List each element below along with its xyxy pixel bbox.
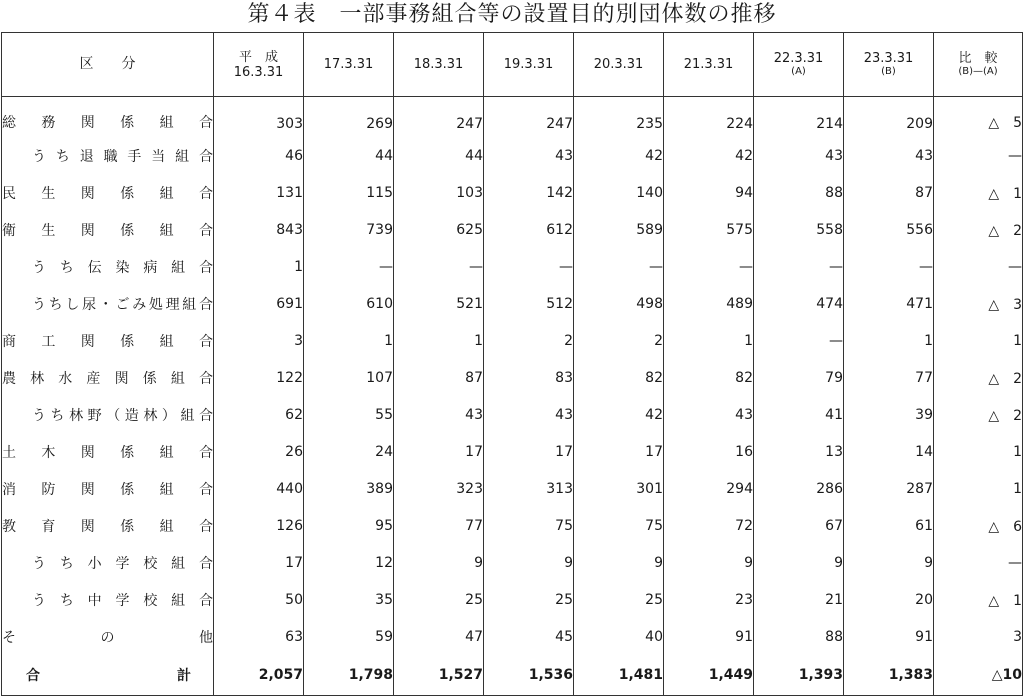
table-row <box>2 360 1023 397</box>
header-col <box>574 33 664 97</box>
value-cell: 1 <box>844 323 934 360</box>
value-cell: — <box>664 249 754 286</box>
table-row <box>2 397 1023 434</box>
value-cell: 42 <box>574 397 664 434</box>
header-col-main: 20.3.31 <box>593 57 644 72</box>
value-cell: 62 <box>214 397 304 434</box>
table-row <box>2 286 1023 323</box>
value-cell: 9 <box>844 545 934 582</box>
value-cell: 12 <box>304 545 394 582</box>
value-cell: 489 <box>664 286 754 323</box>
value-cell: 625 <box>394 212 484 249</box>
compare-cell: 3 <box>934 619 1023 656</box>
value-cell: 47 <box>394 619 484 656</box>
header-col <box>484 33 574 97</box>
table-row <box>2 249 1023 286</box>
value-cell: 1,798 <box>304 656 394 696</box>
value-cell: 739 <box>304 212 394 249</box>
value-cell: 45 <box>484 619 574 656</box>
value-cell: 25 <box>574 582 664 619</box>
compare-cell: △ 6 <box>934 508 1023 545</box>
table-row <box>2 138 1023 175</box>
value-cell: 610 <box>304 286 394 323</box>
value-cell: 107 <box>304 360 394 397</box>
table-body <box>2 97 1023 696</box>
value-cell: 13 <box>754 434 844 471</box>
header-col-main: 19.3.31 <box>503 57 554 72</box>
value-cell: 21 <box>754 582 844 619</box>
value-cell: 247 <box>484 97 574 138</box>
header-row <box>2 33 1023 97</box>
value-cell: 224 <box>664 97 754 138</box>
organization-count-table <box>1 32 1023 696</box>
table-row <box>2 471 1023 508</box>
header-col-sub: (B)—(A) <box>958 66 998 77</box>
compare-cell: 1 <box>934 434 1023 471</box>
row-label: うち中学校組合 <box>2 582 214 619</box>
value-cell: 1 <box>394 323 484 360</box>
value-cell: 612 <box>484 212 574 249</box>
value-cell: 88 <box>754 619 844 656</box>
header-col <box>304 33 394 97</box>
value-cell: 313 <box>484 471 574 508</box>
value-cell: 42 <box>574 138 664 175</box>
value-cell: 39 <box>844 397 934 434</box>
value-cell: 9 <box>484 545 574 582</box>
value-cell: 41 <box>754 397 844 434</box>
value-cell: 43 <box>394 397 484 434</box>
value-cell: 43 <box>844 138 934 175</box>
value-cell: 77 <box>844 360 934 397</box>
value-cell: 294 <box>664 471 754 508</box>
row-label: うちし尿・ごみ処理組合 <box>2 286 214 323</box>
value-cell: 83 <box>484 360 574 397</box>
compare-cell: △ 2 <box>934 397 1023 434</box>
value-cell: 24 <box>304 434 394 471</box>
value-cell: 43 <box>664 397 754 434</box>
header-col-main: 17.3.31 <box>323 57 374 72</box>
value-cell: 75 <box>574 508 664 545</box>
value-cell: 94 <box>664 175 754 212</box>
value-cell: — <box>484 249 574 286</box>
value-cell: 1,393 <box>754 656 844 696</box>
header-col-main: 22.3.31 <box>773 51 824 66</box>
value-cell: 82 <box>664 360 754 397</box>
value-cell: — <box>574 249 664 286</box>
value-cell: 214 <box>754 97 844 138</box>
header-col-main: 16.3.31 <box>233 64 284 80</box>
header-col <box>754 33 844 97</box>
table-row <box>2 323 1023 360</box>
table-row <box>2 545 1023 582</box>
value-cell: 589 <box>574 212 664 249</box>
value-cell: 43 <box>484 138 574 175</box>
value-cell: 1,527 <box>394 656 484 696</box>
value-cell: 1,449 <box>664 656 754 696</box>
value-cell: 103 <box>394 175 484 212</box>
value-cell: 2,057 <box>214 656 304 696</box>
value-cell: 1 <box>664 323 754 360</box>
compare-cell: — <box>934 249 1023 286</box>
row-label: 総務関係組合 <box>2 97 214 138</box>
row-label: 民生関係組合 <box>2 175 214 212</box>
value-cell: 91 <box>664 619 754 656</box>
value-cell: 23 <box>664 582 754 619</box>
value-cell: 46 <box>214 138 304 175</box>
header-col-top: 比 較 <box>958 51 998 66</box>
header-col-main: 18.3.31 <box>413 57 464 72</box>
table-row <box>2 582 1023 619</box>
row-label: 農林水産関係組合 <box>2 360 214 397</box>
value-cell: 44 <box>304 138 394 175</box>
value-cell: 303 <box>214 97 304 138</box>
value-cell: — <box>304 249 394 286</box>
value-cell: 16 <box>664 434 754 471</box>
value-cell: 9 <box>574 545 664 582</box>
value-cell: 25 <box>394 582 484 619</box>
value-cell: 95 <box>304 508 394 545</box>
value-cell: 512 <box>484 286 574 323</box>
value-cell: 269 <box>304 97 394 138</box>
value-cell: 42 <box>664 138 754 175</box>
table-row <box>2 97 1023 138</box>
total-row <box>2 656 1023 696</box>
value-cell: 115 <box>304 175 394 212</box>
compare-cell: △ 5 <box>934 97 1023 138</box>
value-cell: 88 <box>754 175 844 212</box>
header-col-main: 23.3.31 <box>863 51 914 66</box>
row-label: うち伝染病組合 <box>2 249 214 286</box>
value-cell: 75 <box>484 508 574 545</box>
value-cell: 389 <box>304 471 394 508</box>
compare-cell: 1 <box>934 323 1023 360</box>
header-col-compare <box>934 33 1023 97</box>
value-cell: 691 <box>214 286 304 323</box>
value-cell: 67 <box>754 508 844 545</box>
value-cell: — <box>394 249 484 286</box>
value-cell: 1,481 <box>574 656 664 696</box>
compare-cell: △ 1 <box>934 582 1023 619</box>
value-cell: — <box>844 249 934 286</box>
value-cell: 209 <box>844 97 934 138</box>
value-cell: 140 <box>574 175 664 212</box>
row-label: うち退職手当組合 <box>2 138 214 175</box>
value-cell: 43 <box>754 138 844 175</box>
row-label: うち林野（造林）組合 <box>2 397 214 434</box>
row-label: 土木関係組合 <box>2 434 214 471</box>
value-cell: 1 <box>214 249 304 286</box>
row-label: その他 <box>2 619 214 656</box>
value-cell: 2 <box>484 323 574 360</box>
header-col <box>214 33 304 97</box>
table-title: 第４表 一部事務組合等の設置目的別団体数の推移 <box>247 2 777 27</box>
value-cell: 87 <box>844 175 934 212</box>
value-cell: 556 <box>844 212 934 249</box>
value-cell: 72 <box>664 508 754 545</box>
header-col <box>844 33 934 97</box>
row-label: うち小学校組合 <box>2 545 214 582</box>
value-cell: 131 <box>214 175 304 212</box>
value-cell: 9 <box>394 545 484 582</box>
compare-cell: 1 <box>934 471 1023 508</box>
value-cell: 247 <box>394 97 484 138</box>
compare-cell: △ 2 <box>934 212 1023 249</box>
header-col <box>664 33 754 97</box>
table-row <box>2 212 1023 249</box>
header-col-top: 平 成 <box>238 49 278 65</box>
value-cell: 55 <box>304 397 394 434</box>
value-cell: 1 <box>304 323 394 360</box>
value-cell: 301 <box>574 471 664 508</box>
value-cell: 440 <box>214 471 304 508</box>
value-cell: 35 <box>304 582 394 619</box>
value-cell: 59 <box>304 619 394 656</box>
value-cell: 1,383 <box>844 656 934 696</box>
value-cell: 26 <box>214 434 304 471</box>
value-cell: 61 <box>844 508 934 545</box>
value-cell: 20 <box>844 582 934 619</box>
value-cell: 79 <box>754 360 844 397</box>
value-cell: 843 <box>214 212 304 249</box>
header-col-sub: (A) <box>791 66 806 77</box>
value-cell: 82 <box>574 360 664 397</box>
compare-cell: △10 <box>934 656 1023 696</box>
value-cell: 474 <box>754 286 844 323</box>
value-cell: 9 <box>754 545 844 582</box>
value-cell: 1,536 <box>484 656 574 696</box>
value-cell: 122 <box>214 360 304 397</box>
value-cell: 25 <box>484 582 574 619</box>
value-cell: 40 <box>574 619 664 656</box>
table-row <box>2 508 1023 545</box>
header-col <box>394 33 484 97</box>
value-cell: 91 <box>844 619 934 656</box>
header-category: 区 分 <box>2 33 214 97</box>
value-cell: 471 <box>844 286 934 323</box>
value-cell: 63 <box>214 619 304 656</box>
compare-cell: △ 2 <box>934 360 1023 397</box>
compare-cell: △ 3 <box>934 286 1023 323</box>
table-row <box>2 175 1023 212</box>
value-cell: 43 <box>484 397 574 434</box>
value-cell: 50 <box>214 582 304 619</box>
value-cell: 87 <box>394 360 484 397</box>
value-cell: 9 <box>664 545 754 582</box>
header-col-main: 21.3.31 <box>683 57 734 72</box>
value-cell: 323 <box>394 471 484 508</box>
value-cell: — <box>754 249 844 286</box>
value-cell: 17 <box>214 545 304 582</box>
value-cell: 3 <box>214 323 304 360</box>
value-cell: 77 <box>394 508 484 545</box>
value-cell: 17 <box>484 434 574 471</box>
value-cell: 498 <box>574 286 664 323</box>
compare-cell: — <box>934 138 1023 175</box>
compare-cell: △ 1 <box>934 175 1023 212</box>
value-cell: 558 <box>754 212 844 249</box>
row-label: 教育関係組合 <box>2 508 214 545</box>
value-cell: — <box>754 323 844 360</box>
value-cell: 17 <box>394 434 484 471</box>
value-cell: 2 <box>574 323 664 360</box>
value-cell: 235 <box>574 97 664 138</box>
value-cell: 521 <box>394 286 484 323</box>
row-label: 衛生関係組合 <box>2 212 214 249</box>
value-cell: 126 <box>214 508 304 545</box>
row-label: 消防関係組合 <box>2 471 214 508</box>
value-cell: 575 <box>664 212 754 249</box>
row-label: 商工関係組合 <box>2 323 214 360</box>
table-row <box>2 619 1023 656</box>
table-row <box>2 434 1023 471</box>
value-cell: 44 <box>394 138 484 175</box>
compare-cell: — <box>934 545 1023 582</box>
value-cell: 14 <box>844 434 934 471</box>
header-col-sub: (B) <box>881 66 896 77</box>
row-label: 合計 <box>2 656 214 696</box>
value-cell: 286 <box>754 471 844 508</box>
value-cell: 17 <box>574 434 664 471</box>
value-cell: 142 <box>484 175 574 212</box>
value-cell: 287 <box>844 471 934 508</box>
